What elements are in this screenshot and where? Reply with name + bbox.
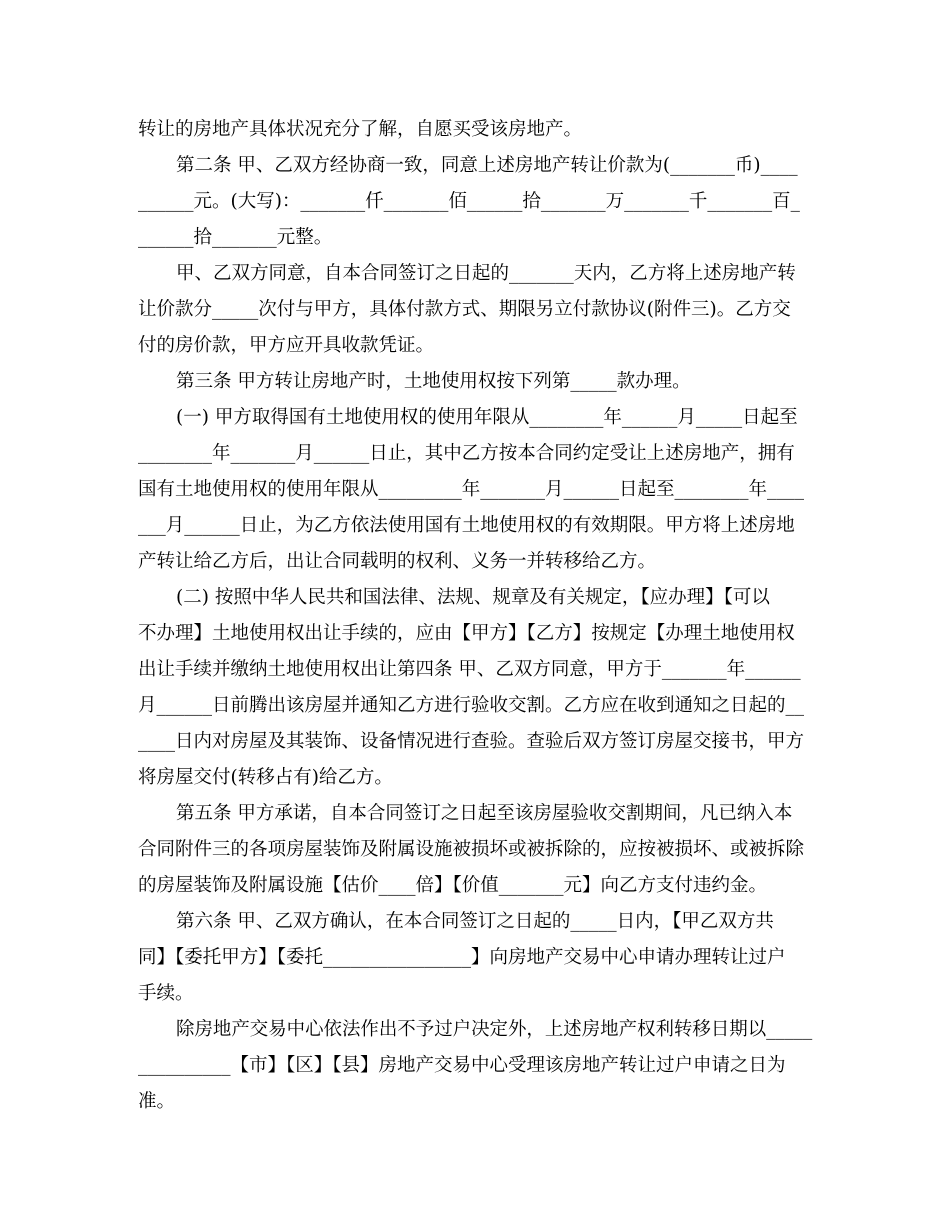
text-line: ________年_______月______日止，其中乙方按本合同约定受让上述房地产，拥有	[138, 443, 795, 464]
text-line: ______拾_______元整。	[138, 227, 333, 248]
text-line: 准。	[138, 1091, 176, 1112]
text-line: 第三条 甲方转让房地产时，土地使用权按下列第_____款办理。	[176, 371, 691, 392]
text-line: 第五条 甲方承诺，自本合同签订之日起至该房屋验收交割期间，凡已纳入本	[176, 803, 793, 824]
text-line: ______元。(大写)：_______仟_______佰______拾_______万_______千_______百_	[138, 191, 800, 212]
text-line: ____日内对房屋及其装饰、设备情况进行查验。查验后双方签订房屋交接书，甲方	[138, 731, 805, 752]
text-line: ___月______日止，为乙方依法使用国有土地使用权的有效期限。甲方将上述房地	[138, 515, 795, 536]
text-line: (二) 按照中华人民共和国法律、法规、规章及有关规定，【应办理】【可以	[176, 587, 770, 608]
text-line: 出让手续并缴纳土地使用权出让第四条 甲、乙双方同意，甲方于_______年______	[138, 659, 801, 680]
text-line: __________【市】【区】【县】房地产交易中心受理该房地产转让过户申请之日为	[138, 1055, 786, 1076]
text-line: 合同附件三的各项房屋装饰及附属设施被损坏或被拆除的，应按被损坏、或被拆除	[138, 839, 805, 860]
text-line: 除房地产交易中心依法作出不予过户决定外，上述房地产权利转移日期以_____	[176, 1019, 813, 1040]
text-line: 国有土地使用权的使用年限从_________年_______月______日起至________年____	[138, 479, 805, 500]
text-line: 的房屋装饰及附属设施【估价____倍】【价值_______元】向乙方支付违约金。	[138, 875, 768, 896]
text-line: 同】【委托甲方】【委托________________】向房地产交易中心申请办理转让过户	[138, 947, 786, 968]
text-line: 产转让给乙方后，出让合同载明的权利、义务一并转移给乙方。	[138, 551, 657, 572]
text-line: 第二条 甲、乙双方经协商一致，同意上述房地产转让价款为(_______币)____	[176, 155, 798, 176]
text-line: 将房屋交付(转移占有)给乙方。	[138, 767, 393, 788]
text-line: 手续。	[138, 983, 194, 1004]
text-line: 第六条 甲、乙双方确认，在本合同签订之日起的_____日内，【甲乙双方共	[176, 911, 774, 932]
text-line: (一) 甲方取得国有土地使用权的使用年限从________年______月_____日起至	[176, 407, 798, 428]
text-line: 让价款分_____次付与甲方，具体付款方式、期限另立付款协议(附件三)。乙方交	[138, 299, 791, 320]
text-line: 月______日前腾出该房屋并通知乙方进行验收交割。乙方应在收到通知之日起的__	[138, 695, 805, 716]
text-line: 不办理】土地使用权出让手续的，应由【甲方】【乙方】按规定【办理土地使用权	[138, 623, 795, 644]
text-line: 转让的房地产具体状况充分了解，自愿买受该房地产。	[138, 119, 583, 140]
text-line: 甲、乙双方同意，自本合同签订之日起的_______天内，乙方将上述房地产转	[176, 263, 796, 284]
text-line: 付的房价款，甲方应开具收款凭证。	[138, 335, 435, 356]
